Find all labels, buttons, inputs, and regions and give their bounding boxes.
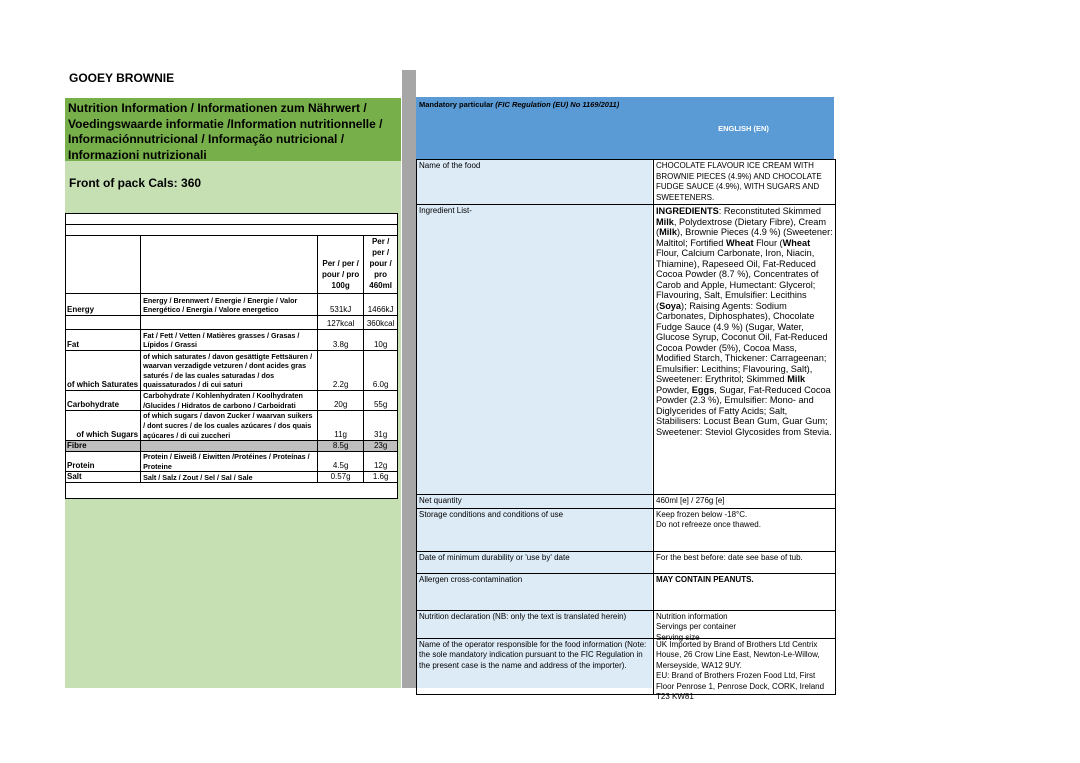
row-label: Net quantity [417, 495, 654, 509]
product-title: GOOEY BROWNIE [69, 71, 175, 85]
value-100: 2.2g [318, 351, 364, 391]
allergen-highlight: Milk [656, 216, 674, 227]
value-100: 20g [318, 391, 364, 411]
blank-row [66, 483, 398, 499]
ingredient-text: Flour ( [753, 237, 783, 248]
operator-line: EU: Brand of Brothers Frozen Food Ltd, First Floor Penrose 1, Penrose Dock, CORK, Ireland T23 KW81 [656, 671, 825, 701]
allergen-highlight: Wheat [782, 237, 811, 248]
mandatory-particular [419, 100, 619, 109]
table-row [417, 160, 836, 205]
table-row [417, 551, 836, 573]
nutrient-desc: Energy / Brennwert / Energie / Energie / Valor Energético / Energia / Valore energetico [141, 294, 318, 316]
header-per100: Per / per / pour / pro 100g [318, 236, 364, 294]
table-row [417, 205, 836, 495]
ingredient-text: , Polydextrose (Dietary Fibre), Cream ( [656, 216, 827, 237]
table-row [417, 495, 836, 509]
table-row [417, 573, 836, 610]
row-label: Name of the operator responsible for the food information (Note: the sole mandatory indication pursuant to the FIC Regulation in the present case is the name and address of the importer). [417, 638, 654, 694]
table-row [66, 411, 398, 441]
nutrition-heading: Nutrition Information / Informationen zum Nährwert / Voedingswaarde informatie /Information nutritionnelle / Informaciónnutricional / Informação nutricional / Informazioni nutrizionali [68, 101, 383, 162]
ingredients-list [654, 205, 836, 495]
row-value [654, 610, 836, 642]
row-value: 460ml [e] / 276g [e] [654, 495, 836, 509]
row-label: Date of minimum durability or 'use by' date [417, 551, 654, 573]
ingredient-text: Flour, Calcium Carbonate, Iron, Niacin, Thiamine), Rapeseed Oil, Fat-Reduced Cocoa Powder (8.7 %), Concentrates of Carob and Apple, Humectant: Glycerol; Flavouring, Salt, Emulsifier: Lecithins ( [656, 248, 819, 311]
value-460: 55g [364, 391, 398, 411]
table-row [417, 508, 836, 551]
table-row [417, 638, 836, 694]
value-100: 11g [318, 411, 364, 441]
blank-row [66, 214, 398, 225]
table-row [66, 472, 398, 483]
ingredient-text: Powder, [656, 384, 692, 395]
value-460: 23g [364, 441, 398, 452]
declaration-line: Nutrition information [656, 611, 728, 621]
nutrient-desc [141, 316, 318, 330]
row-value: MAY CONTAIN PEANUTS. [654, 573, 836, 610]
nutrient-label: Fat [66, 330, 141, 351]
blank-row [66, 225, 398, 236]
nutrient-desc: Salt / Salz / Zout / Sel / Sal / Sale [141, 472, 318, 483]
ingredient-text: ); Raising Agents: Sodium Carbonates, Diphosphates), Chocolate Fudge Sauce (4.9 %) (Sugar, Water, Glucose Syrup, Coconut Oil, Fat-Reduced Cocoa Powder (5%), Cocoa Mass, Modified Starch, Thickener: Carrageenan; Emulsifier: Lecithins; Flavouring, Salt), Sweetener: Erythritol; Skimmed [656, 300, 828, 384]
nutrient-desc: of which saturates / davon gesättigte Fettsäuren / waarvan verzadigde vetzuren / dont acides gras saturés / de las cuales saturadas / dos quaissaturados / di cui saturi [141, 351, 318, 391]
header-cell [66, 236, 141, 294]
table-row [66, 351, 398, 391]
row-label: Storage conditions and conditions of use [417, 508, 654, 551]
nutrition-table [65, 213, 398, 499]
allergen-highlight: Soya [659, 300, 682, 311]
nutrient-label: Energy [66, 294, 141, 316]
value-460: 6.0g [364, 351, 398, 391]
value-100: 8.5g [318, 441, 364, 452]
nutrient-desc: Carbohydrate / Kohlenhydraten / Koolhydraten /Glucides / Hidratos de carbono / Carboidrati [141, 391, 318, 411]
row-value [654, 638, 836, 701]
value-100: 0.57g [318, 472, 364, 483]
nutrient-label: of which Saturates [66, 351, 141, 391]
table-row [66, 391, 398, 411]
value-100: 4.5g [318, 452, 364, 472]
language-label: ENGLISH (EN) [718, 124, 769, 133]
row-value: For the best before: date see base of tub. [654, 551, 836, 573]
regulation-reference: (FIC Regulation (EU) No 1169/2011) [495, 100, 620, 109]
value-460: 12g [364, 452, 398, 472]
nutrient-desc [141, 441, 318, 452]
value-460: 1466kJ [364, 294, 398, 316]
table-row [66, 316, 398, 330]
value-460: 10g [364, 330, 398, 351]
nutrient-label: Protein [66, 452, 141, 472]
nutrient-desc: of which sugars / davon Zucker / waarvan suikers / dont sucres / de los cuales azúcares / dos quais açúcares / di cui zuccheri [141, 411, 318, 441]
nutrient-label [66, 316, 141, 330]
value-460: 1.6g [364, 472, 398, 483]
value-100: 531kJ [318, 294, 364, 316]
row-value [654, 508, 836, 551]
row-label: Allergen cross-contamination [417, 573, 654, 610]
row-value: CHOCOLATE FLAVOUR ICE CREAM WITH BROWNIE PIECES (4.9%) AND CHOCOLATE FUDGE SAUCE (4.9%), WITH SUGARS AND SWEETENERS. [654, 160, 836, 205]
nutrient-label: Carbohydrate [66, 391, 141, 411]
allergen-highlight: Eggs [691, 384, 715, 395]
ingredient-text: : Reconstituted Skimmed [718, 206, 821, 216]
nutrient-label: Fibre [66, 441, 141, 452]
storage-line: Keep frozen below -18°C. [656, 509, 748, 519]
row-label: Nutrition declaration (NB: only the text is translated herein) [417, 610, 654, 638]
nutrient-desc: Protein / Eiweiß / Eiwitten /Protéines / Proteínas / Proteine [141, 452, 318, 472]
row-label: Name of the food [417, 160, 654, 205]
nutrient-desc: Fat / Fett / Vetten / Matières grasses / Grasas / Lípidos / Grassi [141, 330, 318, 351]
value-460: 31g [364, 411, 398, 441]
value-100: 127kcal [318, 316, 364, 330]
header-per460: Per / per / pour / pro 460ml [364, 236, 398, 294]
declaration-line: Serving size [656, 632, 700, 642]
allergen-highlight: Milk [787, 374, 806, 384]
table-row [66, 294, 398, 316]
mandatory-label: Mandatory particular [419, 100, 496, 109]
operator-clip [656, 639, 833, 701]
storage-line: Do not refreeze once thawed. [656, 520, 761, 529]
table-row [417, 610, 836, 638]
allergen-highlight: Milk [659, 227, 677, 237]
table-row [66, 441, 398, 452]
operator-line: UK Imported by Brand of Brothers Ltd Centrix House, 26 Crow Line East, Newton-Le-Willow, Merseyside, WA12 9UY. [656, 639, 820, 670]
nutrient-label: of which Sugars [66, 411, 141, 441]
header-cell [141, 236, 318, 294]
nutrient-label: Salt [66, 472, 141, 483]
allergen-highlight: Wheat [725, 237, 754, 248]
front-of-pack-cals: Front of pack Cals: 360 [69, 176, 202, 190]
nutrition-declaration-clip [656, 611, 833, 642]
table-row [66, 452, 398, 472]
declaration-line: Servings per container [656, 622, 737, 631]
regulation-table [416, 159, 836, 701]
row-label: Ingredient List- [417, 205, 654, 495]
column-divider [402, 70, 416, 688]
table-row [66, 330, 398, 351]
ingredient-text: , Sugar, Fat-Reduced Cocoa Powder (2.3 %), Emulsifier: Mono- and Diglycerides of Fatty Acids; Salt, Stabilisers: Locust Bean Gum, Guar Gum; Sweetener: Steviol Glycosides from Stevia. [656, 384, 832, 437]
allergen-highlight: INGREDIENTS [656, 206, 719, 216]
value-460: 360kcal [364, 316, 398, 330]
value-100: 3.8g [318, 330, 364, 351]
ingredient-text: ), Brownie Pieces (4.9 %) (Sweetener: Maltitol; Fortified [656, 227, 833, 248]
